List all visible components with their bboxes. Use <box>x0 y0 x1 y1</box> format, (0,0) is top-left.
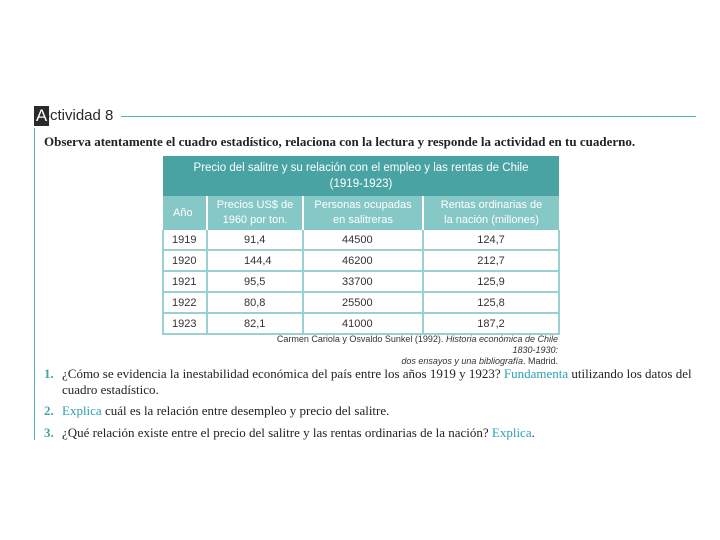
table-row <box>163 292 559 313</box>
cell-year: 1920 <box>163 250 207 271</box>
column-header-employment: Personas ocupadas en salitreras <box>303 196 423 230</box>
question-keyword: Fundamenta <box>503 366 569 381</box>
cell-year: 1919 <box>163 230 207 250</box>
activity-instruction: Observa atentamente el cuadro estadístico, relaciona con la lectura y responde la actividad en tu cuaderno. <box>44 134 636 149</box>
cell-revenue: 212,7 <box>423 250 559 271</box>
cell-year: 1923 <box>163 313 207 334</box>
cell-employment: 46200 <box>303 250 423 271</box>
table-header-row <box>163 196 559 230</box>
cell-price: 95,5 <box>207 271 303 292</box>
source-authors: Carmen Cariola y Osvaldo Sunkel (1992). <box>276 334 446 344</box>
question-text: ¿Cómo se evidencia la inestabilidad económica del país entre los años 1919 y 1923? <box>62 366 504 381</box>
cell-employment: 44500 <box>303 230 423 250</box>
table-row <box>163 250 559 271</box>
question-number: 2. <box>44 403 54 418</box>
question-number: 1. <box>44 366 54 381</box>
header-rule <box>34 116 696 117</box>
activity-title: ctividad 8 <box>50 106 121 126</box>
cell-employment: 41000 <box>303 313 423 334</box>
left-margin-rule <box>34 128 35 440</box>
source-subtitle: dos ensayos y una bibliografía <box>401 356 523 366</box>
question-3 <box>44 425 700 441</box>
source-city: . Madrid. <box>522 356 558 366</box>
table-row <box>163 230 559 250</box>
statistics-table <box>162 156 560 335</box>
cell-price: 144,4 <box>207 250 303 271</box>
table-title-years: (1919-1923) <box>329 178 393 190</box>
table-source-citation <box>258 334 558 367</box>
question-text: utilizando los datos del <box>568 366 692 381</box>
table-title-line: Precio del salitre y su relación con el empleo y las rentas de Chile <box>193 162 529 174</box>
question-text-continued: cuadro estadístico. <box>62 382 159 397</box>
cell-employment: 25500 <box>303 292 423 313</box>
source-title: Historia económica de Chile 1830-1930: <box>445 334 558 355</box>
cell-price: 82,1 <box>207 313 303 334</box>
question-1 <box>44 366 700 398</box>
cell-price: 80,8 <box>207 292 303 313</box>
question-keyword: Explica <box>62 403 102 418</box>
question-text: cuál es la relación entre desempleo y precio del salitre. <box>101 403 390 418</box>
cell-revenue: 125,8 <box>423 292 559 313</box>
question-keyword: Explica <box>491 425 532 440</box>
column-header-price: Precios US$ de 1960 por ton. <box>207 196 303 230</box>
table-row <box>163 271 559 292</box>
activity-header <box>34 106 696 128</box>
cell-revenue: 125,9 <box>423 271 559 292</box>
table-row <box>163 313 559 334</box>
question-text: ¿Qué relación existe entre el precio del salitre y las rentas ordinarias de la nación? <box>62 425 492 440</box>
cell-year: 1921 <box>163 271 207 292</box>
column-header-revenue: Rentas ordinarias de la nación (millones) <box>423 196 559 230</box>
cell-revenue: 187,2 <box>423 313 559 334</box>
table-title <box>163 156 559 196</box>
question-text: . <box>531 425 535 440</box>
question-2 <box>44 403 700 419</box>
cell-year: 1922 <box>163 292 207 313</box>
cell-employment: 33700 <box>303 271 423 292</box>
cell-revenue: 124,7 <box>423 230 559 250</box>
question-number: 3. <box>44 425 54 440</box>
activity-letter-badge: A <box>35 106 48 125</box>
cell-price: 91,4 <box>207 230 303 250</box>
column-header-year: Año <box>163 196 207 230</box>
